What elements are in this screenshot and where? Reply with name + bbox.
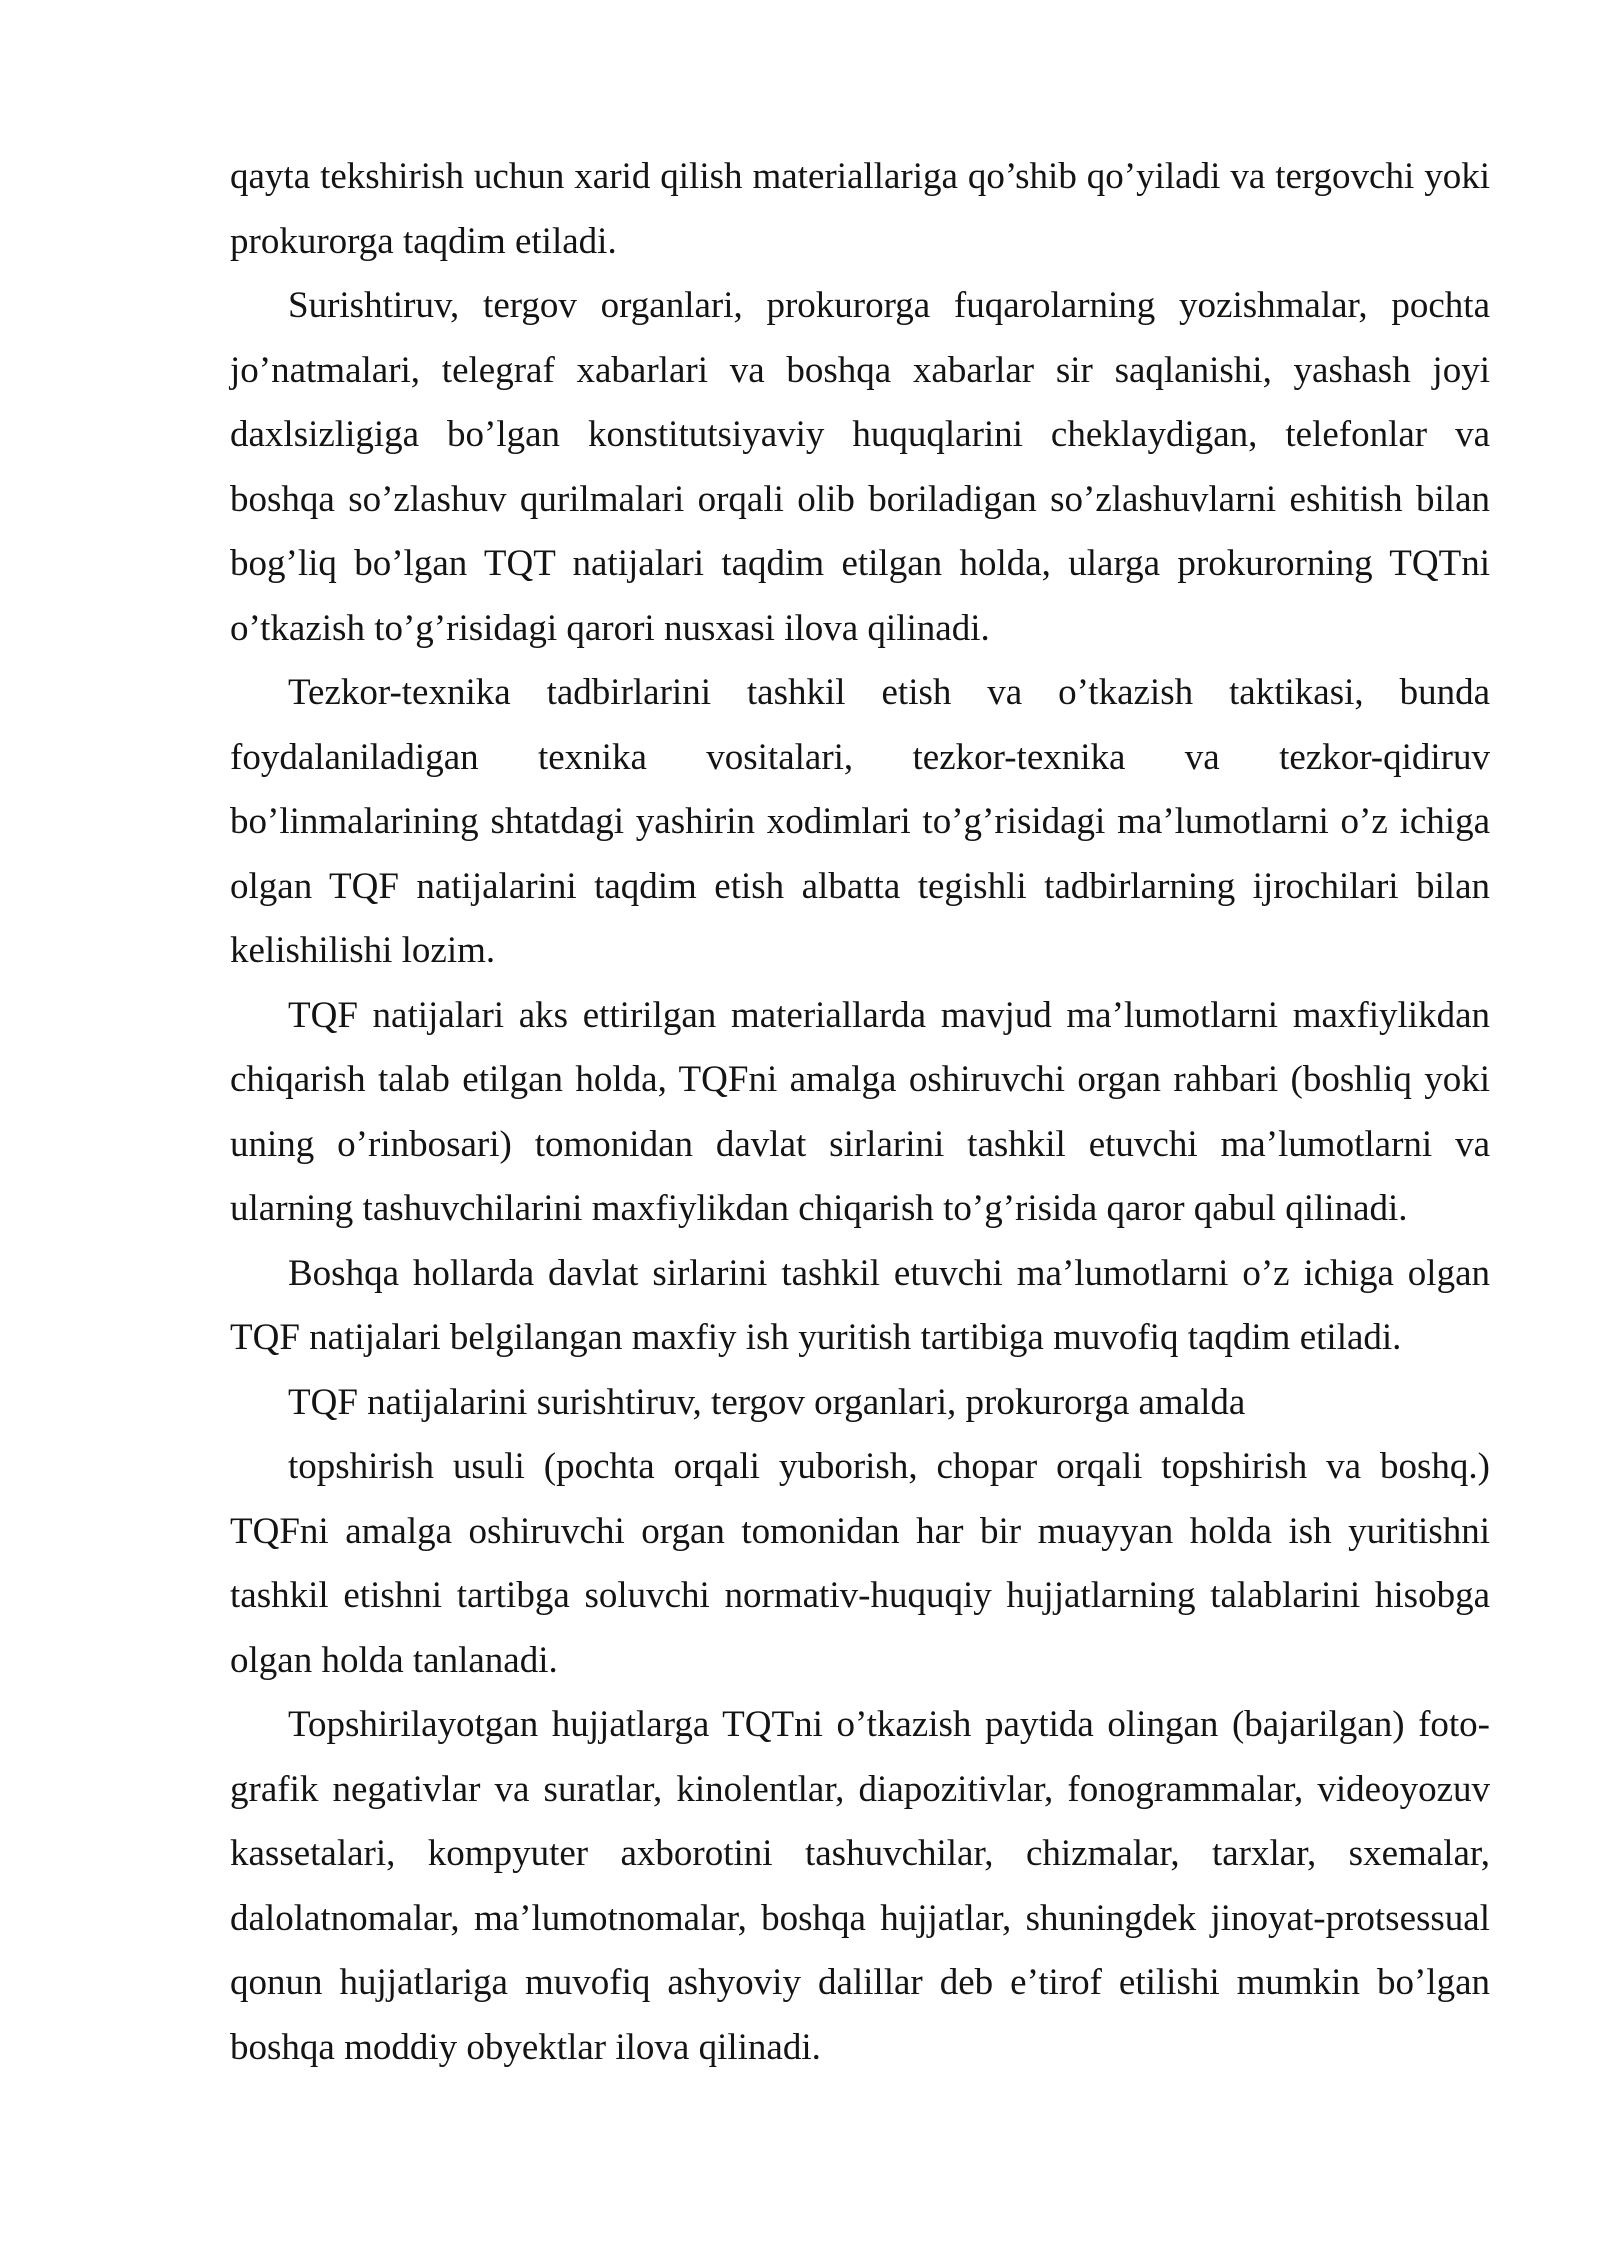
paragraph-2: Surishtiruv, tergov organlari, prokurorga fuqarolarning yozishmalar, pochta jo’natmalari, telegraf xabarlari va boshqa xabarlar sir saqlanishi, yashash joyi daxlsizligiga bo’lgan konstitutsiyaviy huquqlarini cheklaydigan, telefonlar va boshqa so’zlashuv qurilmalari orqali olib boriladigan so’zlashuvlarni eshitish bilan bog’liq bo’lgan TQT natijalari taqdim etilgan holda, ularga prokurorning TQTni o’tkazish to’g’risidagi qarori nusxasi ilova qilinadi.	[230, 285, 1490, 649]
document-page	[230, 145, 1490, 2080]
paragraph-3: Tezkor-texnika tadbirlarini tashkil etish va o’tkazish taktikasi, bunda foydalaniladigan texnika vositalari, tezkor-texnika va tezkor-qidiruv bo’linmalarining shtatdagi yashirin xodimlari to’g’risidagi ma’lumotlarni o’z ichiga olgan TQF natijalarini taqdim etish albatta tegishli tadbirlarning ijrochilari bilan kelishilishi lozim.	[230, 672, 1490, 971]
paragraph-4: TQF natijalari aks ettirilgan materiallarda mavjud ma’lumotlarni maxfiylikdan chiqarish talab etilgan holda, TQFni amalga oshiruvchi organ rahbari (boshliq yoki uning o’rinbosari) tomonidan davlat sirlarini tashkil etuvchi ma’lumotlarni va ularning tashuvchilarini maxfiylikdan chiqarish to’g’risida qaror qabul qilinadi.	[230, 994, 1490, 1229]
paragraph-6: TQF natijalarini surishtiruv, tergov organlari, prokurorga amalda	[288, 1381, 1246, 1423]
paragraph-7: topshirish usuli (pochta orqali yuborish, chopar orqali topshirish va boshq.) TQFni amalga oshiruvchi organ tomonidan har bir muayyan holda ish yuritishni tashkil etishni tartibga soluvchi normativ-huquqiy hujjatlarning talablarini hisobga olgan holda tanlanadi.	[230, 1446, 1490, 1681]
paragraph-8: Topshirilayotgan hujjatlarga TQTni o’tkazish paytida olingan (bajarilgan) foto-grafik negativlar va suratlar, kinolentlar, diapozitivlar, fonogrammalar, videoyozuv kassetalari, kompyuter axborotini tashuvchilar, chizmalar, tarxlar, sxemalar, dalolatnomalar, ma’lumotnomalar, boshqa hujjatlar, shuningdek jinoyat-protsessual qonun hujjatlariga muvofiq ashyoviy dalillar deb e’tirof etilishi mumkin bo’lgan boshqa moddiy obyektlar ilova qilinadi.	[230, 1704, 1490, 2068]
paragraph-5: Boshqa hollarda davlat sirlarini tashkil etuvchi ma’lumotlarni o’z ichiga olgan TQF natijalari belgilangan maxfiy ish yuritish tartibiga muvofiq taqdim etiladi.	[230, 1252, 1490, 1358]
paragraph-1: qayta tekshirish uchun xarid qilish materiallariga qo’shib qo’yiladi va tergovchi yoki prokurorga taqdim etiladi.	[230, 156, 1490, 262]
